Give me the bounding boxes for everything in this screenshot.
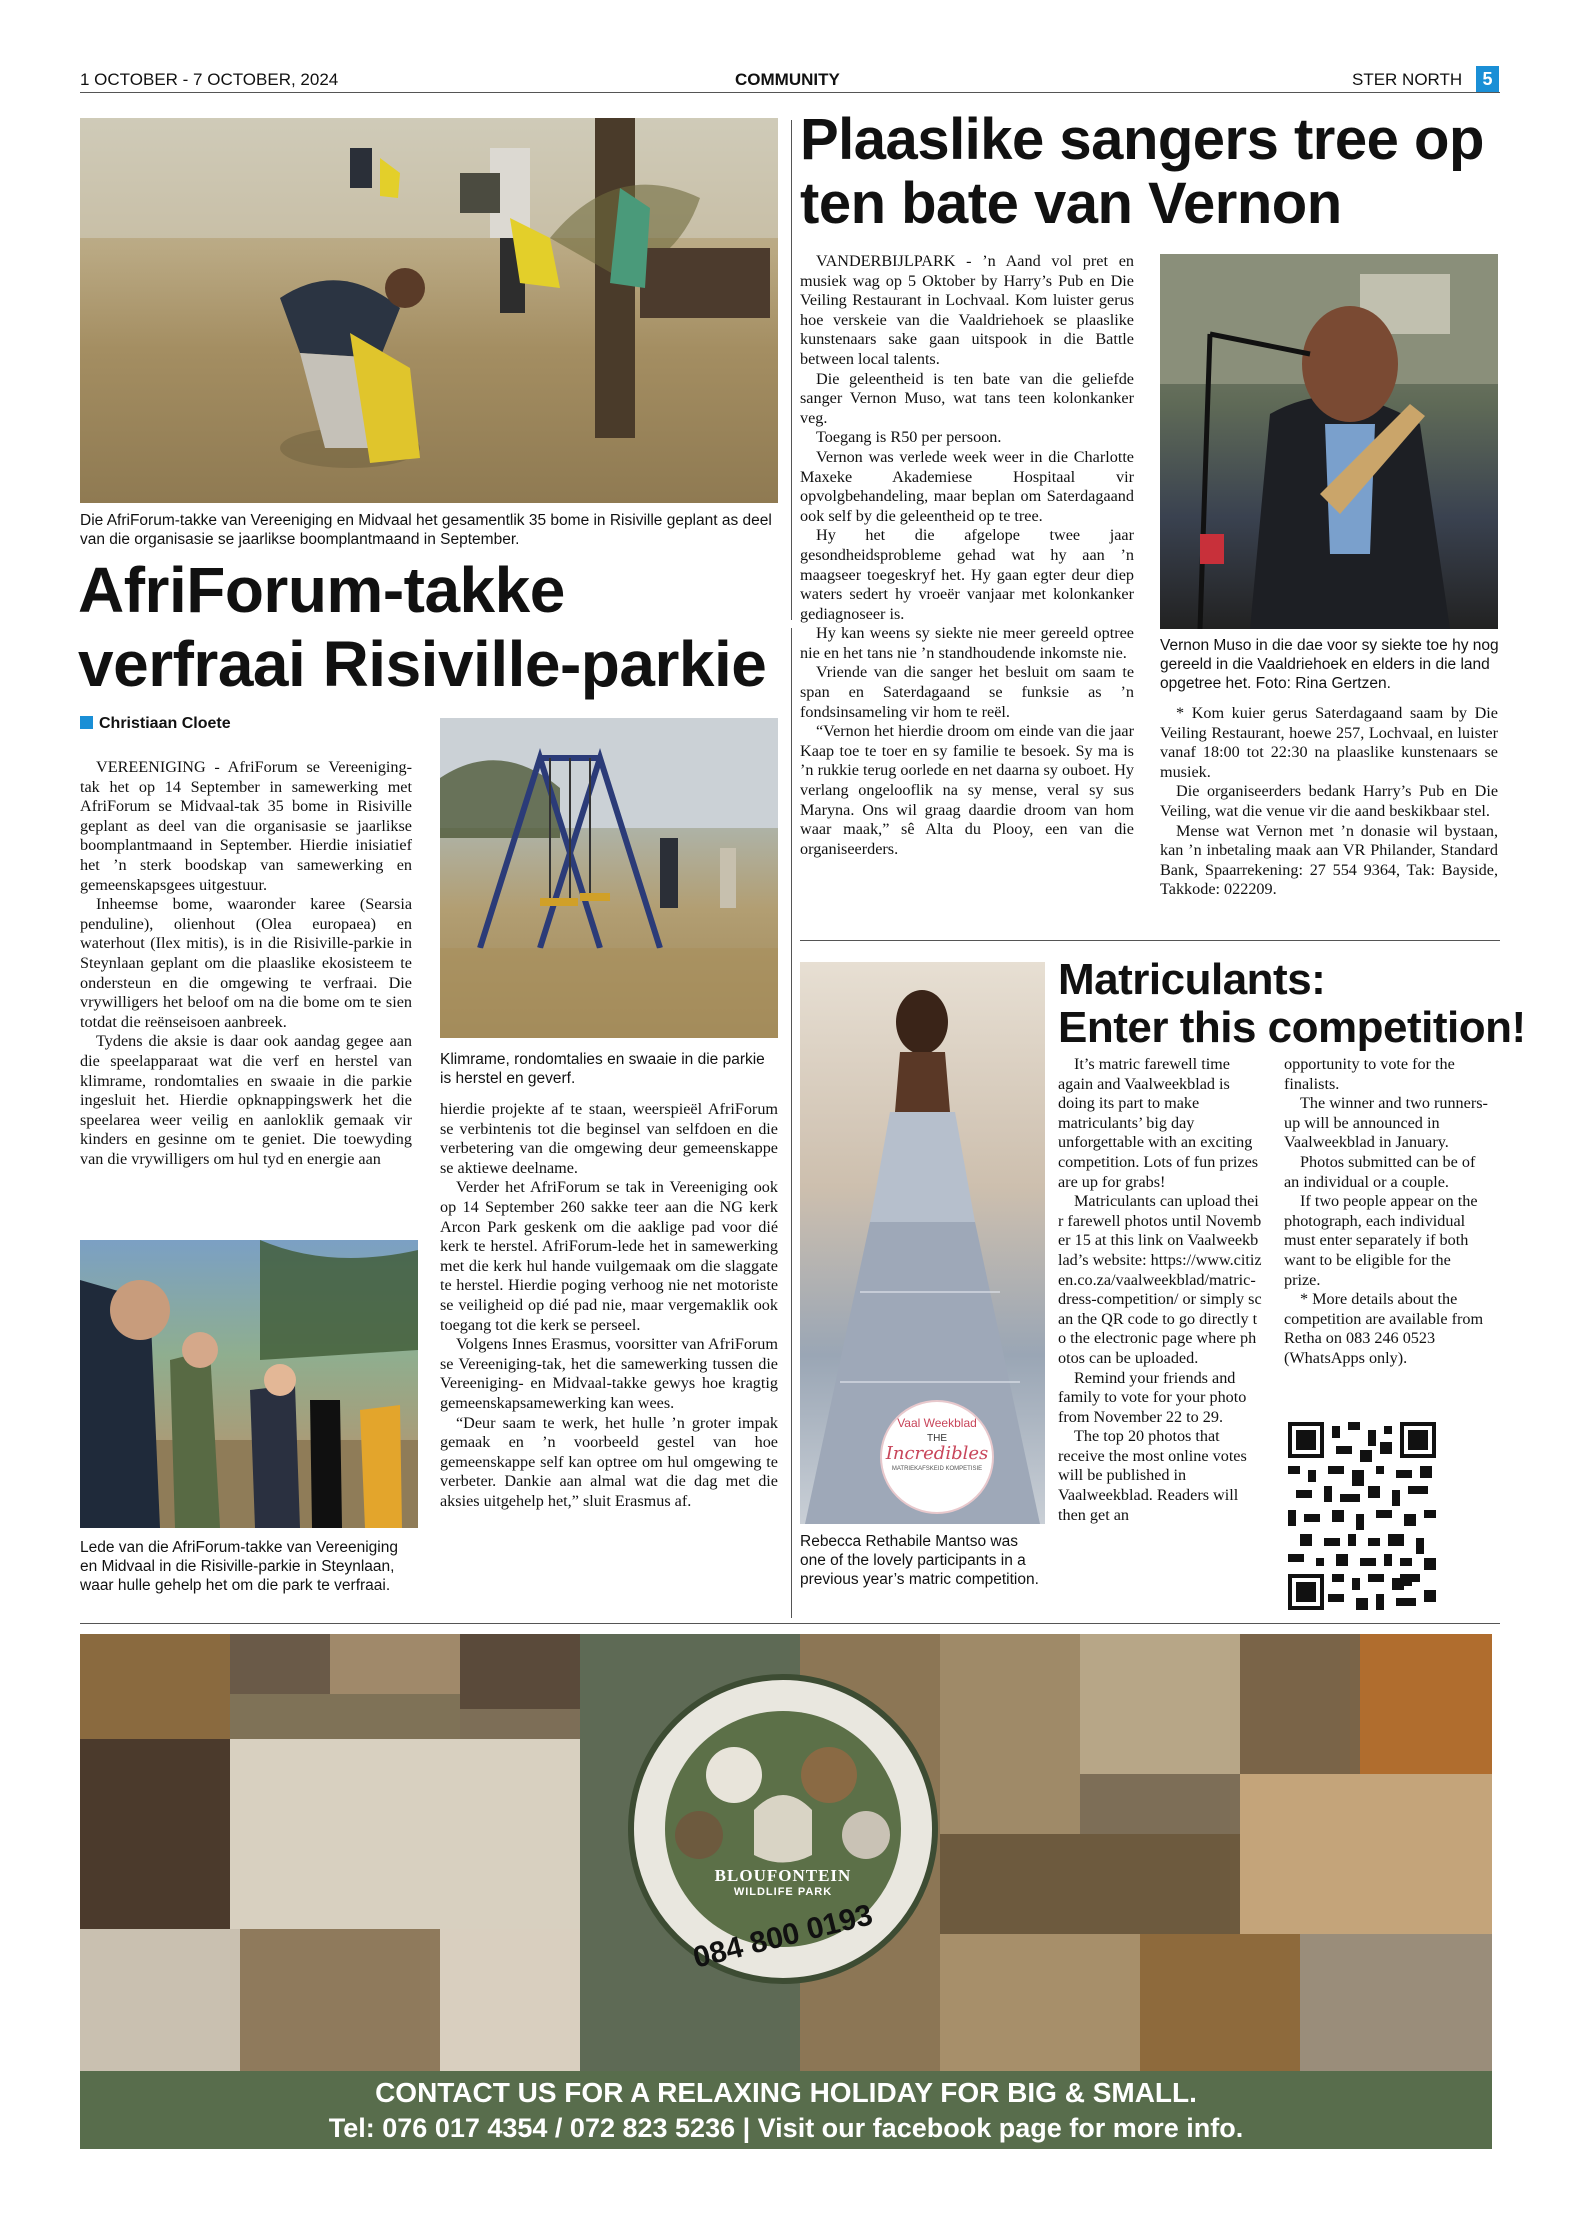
story3-paragraph: If two people appear on the photograph, each individual must enter separately if both want to be eligible for the prize. (1284, 1192, 1478, 1289)
story-divider (800, 940, 1500, 941)
advert-contact-line: Tel: 076 017 4354 / 072 823 5236 | Visit our facebook page for more info. (328, 2113, 1244, 2143)
wildlife-photo-tile (460, 1634, 580, 1709)
page-number: 5 (1476, 66, 1499, 92)
vernon-muso-photo (1160, 254, 1498, 629)
wildlife-photo-tile (1240, 1634, 1360, 1774)
byline (80, 715, 231, 733)
story2-paragraph: Die organiseerders bedank Harry’s Pub en Die Veiling, wat die venue vir die aand beskikbaar stel. (1160, 782, 1498, 820)
story1-paragraph: Verder het AfriForum se tak in Vereeniging ook op 14 September 260 sakke teer aan die NG kerk Arcon Park geskenk om die aaklige pad voor dié kerk te herstel. AfriForum-lede het in samewerking met die kerk hul hande vuilgemaak om die slaggate te herstel. Hierdie poging verhoog nie net motoriste se veiligheid op dié pad nie, maar vergemaklik ook toegang tot die kerk se perseel. (440, 1178, 778, 1334)
story2-column-1 (800, 252, 1134, 859)
story2-column-2 (1160, 704, 1498, 900)
wildlife-photo-tile (330, 1634, 460, 1694)
story3-column-2 (1284, 1055, 1488, 1369)
wildlife-photo-tile (1080, 1634, 1240, 1774)
leopard-photo-tile (1140, 1934, 1300, 2071)
story2-paragraph: VANDERBIJLPARK - ’n Aand vol pret en musiek wag op 5 Oktober by Harry’s Pub en Die Veiling Restaurant in Lochvaal. Kom luister gerus hoe verskeie van die Vaaldriehoek se plaaslike kunstenaars sake gaan uitspook in die Battle between local talents. (800, 252, 1134, 368)
park-phone-number[interactable]: 084 800 0193 (689, 1898, 876, 1975)
story3-paragraph: opportunity to vote for the finalists. (1284, 1055, 1455, 1093)
park-name-sub: WILDLIFE PARK (733, 1886, 833, 1898)
story2-paragraph: Vernon was verlede week weer in die Charlotte Maxeke Akademiese Hospitaal vir opvolgbehandeling, maar beplan om Saterdagaand ook self by die geleentheid op te tree. (800, 447, 1134, 525)
story2-headline-line2: ten bate van Vernon (800, 171, 1342, 236)
story2-paragraph: Hy het die afgelope twee jaar gesondheidsprobleme gehad wat hy aan ’n maagseer toegeskryf het. Hy gaan egter deur diep waters sedert hy vroeër vanjaar met kolonkanker gediagnoseer is. (800, 526, 1134, 623)
story3-headline-line2: Enter this competition! (1058, 1003, 1526, 1052)
lioness-photo-tile (1240, 1774, 1492, 1934)
wildlife-photo-tile (230, 1634, 330, 1694)
wildlife-photo-tile (940, 1934, 1140, 2071)
wildlife-photo-tile (80, 1929, 240, 2071)
lion-photo-tile (80, 1634, 230, 1739)
header-rule (80, 92, 1500, 93)
story2-paragraph: * Kom kuier gerus Saterdagaand saam by Die Veiling Restaurant, hoewe 257, Lochvaal, en luister vanaf 18:00 tot 22:30 na plaaslike kunstenaars se musiek. (1160, 704, 1498, 781)
logo-title: Incredibles (885, 1443, 989, 1464)
story3-paragraph: Matriculants can upload their farewell photos until November 15 at this link on Vaalweekblad’s website: https://www.citizen.co.za/vaalweekblad/matric-dress-competition/ or simply scan the QR code to go directly to the electronic page where photos can be uploaded. (1058, 1192, 1262, 1367)
playground-caption: Klimrame, rondomtalies en swaaie in die parkie is herstel en geverf. (440, 1051, 765, 1087)
story2-paragraph: Toegang is R50 per persoon. (816, 428, 1002, 447)
story3-paragraph: Photos submitted can be of an individual or a couple. (1284, 1152, 1476, 1191)
story2-paragraph: Hy kan weens sy siekte nie meer gereeld optree nie en het tans nie ’n standhoudende inkomste nie. (800, 624, 1134, 662)
story1-paragraph: hierdie projekte af te staan, weerspieël AfriForum se verbintenis tot die beginsel van selfdoen en die verbetering van die omgewing deur gemeenskappe se aktiewe deelname. (440, 1100, 778, 1177)
story2-paragraph: “Vernon het hierdie droom om einde van die jaar Kaap toe te toer en sy familie te besoek. Sy ma is ’n rukkie terug oorlede en net daarna sy ouboet. Hy verlang ongelooflik na sy mense, veral sy sus Maryna. Ons wil graag daardie droom van hom waar maak,” sê Alta du Plooy, een van die organiseerders. (800, 722, 1134, 858)
logo-the: THE (927, 1433, 947, 1444)
wildlife-photo-tile (940, 1634, 1080, 1834)
story1-column-2 (440, 1100, 778, 1511)
matric-dress-caption: Rebecca Rethabile Mantso was one of the lovely participants in a previous year’s matric competition. (800, 1533, 1039, 1588)
story3-column-1 (1058, 1055, 1262, 1525)
wildlife-photo-tile (1300, 1934, 1492, 2071)
story1-paragraph: Inheemse bome, waaronder karee (Searsia penduline), olienhout (Olea europaea) en waterhout (Ilex mitis), is in die Risiville-parkie in Steynlaan geplant om die plaaslike ekosisteem te ondersteun en die omgewing te verfraai. Die vrywilligers het beloof om na die bome om te sien totdat die reënseisoen aanbreek. (80, 895, 412, 1031)
qr-code[interactable] (1288, 1422, 1436, 1610)
playground-photo (440, 718, 778, 1038)
story1-paragraph: VEREENIGING - AfriForum se Vereeniging-tak het op 14 September in samewerking met AfriForum se Midvaal-tak 35 bome in Risiville geplant as deel van die organisasie se jaarlikse boomplantmaand in September. Hierdie inisiatief het ’n sterk boodskap van samewerking en gemeenskapsgees uitgestuur. (80, 758, 412, 894)
story1-column-1 (80, 758, 412, 1169)
story3-headline-line1: Matriculants: (1058, 955, 1326, 1004)
wildlife-photo-tile (80, 1739, 230, 1929)
park-logo-badge (628, 1674, 938, 1984)
story1-headline-line1: AfriForum-takke (78, 554, 565, 626)
wildlife-photo-tile (230, 1694, 460, 1739)
volunteers-caption: Lede van die AfriForum-takke van Vereeniging en Midvaal in die Risiville-parkie in Steynlaan, waar hulle gehelp het om die park te verfraai. (80, 1539, 398, 1594)
park-name: BLOUFONTEIN (714, 1866, 852, 1885)
story1-paragraph: Tydens die aksie is daar ook aandag gegee aan die speelapparaat wat die verf en herstel van klimrame, rondomtalies en swaaie in die parkie ingesluit het. Hierdie opknappingswerk het die speelarea weer veilig en aanloklik gemaak vir kinders en gesinne om te geniet. Die toewyding van die vrywilligers om hul tyd en energie aan (80, 1032, 412, 1168)
story2-paragraph: Vriende van die sanger het besluit om saam te span en Saterdagaand se funksie as ’n fondsinsameling vir hom te reël. (800, 663, 1134, 721)
story2-headline-line1: Plaaslike sangers tree op (800, 107, 1484, 172)
column-divider (791, 120, 792, 620)
story3-paragraph: It’s matric farewell time again and Vaalweekblad is doing its part to make matriculants’ big day unforgettable with an exciting competition. Lots of fun prizes are up for grabs! (1058, 1055, 1259, 1191)
story1-paragraph: “Deur saam te werk, het hulle ’n groter impak gemaak en ’n voorbeeld gestel van hoe gemeenskappe self kan optree om hul omgewing te verbeter. Dankie aan almal wat die dag met die aksies uitgehelp het,” sluit Erasmus af. (440, 1413, 778, 1510)
wild-dogs-photo-tile (940, 1834, 1240, 1934)
story2-paragraph: Die geleentheid is ten bate van die geliefde sanger Vernon Muso, wat tans teen kolonkanker veg. (800, 369, 1134, 427)
story1-headline-line2: verfraai Risiville-parkie (78, 628, 767, 700)
incredibles-logo (880, 1400, 994, 1514)
vernon-muso-caption: Vernon Muso in die dae voor sy siekte toe hy nog gereeld in die Vaaldriehoek en elders in die land opgetree het. Foto: Rina Gertzen. (1160, 637, 1499, 692)
column-divider (791, 628, 792, 1618)
ad-divider (80, 1623, 1500, 1624)
advert-tagline: CONTACT US FOR A RELAXING HOLIDAY FOR BIG & SMALL. (375, 2077, 1197, 2108)
paper-name: STER NORTH (1352, 70, 1463, 89)
wildlife-photo-tile (240, 1929, 440, 2071)
story3-paragraph: The winner and two runners-up will be announced in Vaalweekblad in January. (1284, 1094, 1488, 1152)
advert-contact-bar (80, 2071, 1492, 2149)
byline-author: Christiaan Cloete (99, 715, 231, 732)
story3-paragraph: * More details about the competition are available from Retha on 083 246 0523 (WhatsApps only). (1284, 1290, 1484, 1367)
section-name: COMMUNITY (735, 70, 840, 89)
logo-publisher: Vaal Weekblad (897, 1416, 977, 1430)
story3-paragraph: The top 20 photos that receive the most online votes will be published in Vaalweekblad. Readers will then get an (1058, 1427, 1247, 1524)
white-lion-cub-photo-tile (440, 1929, 580, 2071)
tiger-photo-tile (1360, 1634, 1492, 1774)
issue-date: 1 OCTOBER - 7 OCTOBER, 2024 (80, 70, 339, 89)
tree-planting-caption: Die AfriForum-takke van Vereeniging en Midvaal het gesamentlik 35 bome in Risiville geplant as deel van die organisasie se jaarlikse boomplantmaand in September. (80, 512, 772, 548)
white-lions-photo-tile (230, 1739, 580, 1929)
wildlife-park-advert (80, 1634, 1492, 2071)
tree-planting-photo (80, 118, 778, 503)
story2-paragraph: Mense wat Vernon met ’n donasie wil bystaan, kan ’n inbetaling maak aan VR Philander, Standard Bank, Spaarrekening: 27 554 9364, Tak: Bayside, Takkode: 022209. (1160, 821, 1498, 899)
story1-paragraph: Volgens Innes Erasmus, voorsitter van AfriForum se Vereeniging-tak, het die samewerking tussen die Vereeniging- en Midvaal-takke gewys hoe kragtig gemeenskapsamewerking kan wees. (440, 1335, 778, 1412)
story3-paragraph: Remind your friends and family to vote for your photo from November 22 to 29. (1058, 1368, 1247, 1426)
volunteers-photo (80, 1240, 418, 1528)
logo-subtitle: MATRIEKAFSKEID KOMPETISIE (891, 1466, 983, 1472)
byline-marker (80, 716, 93, 729)
